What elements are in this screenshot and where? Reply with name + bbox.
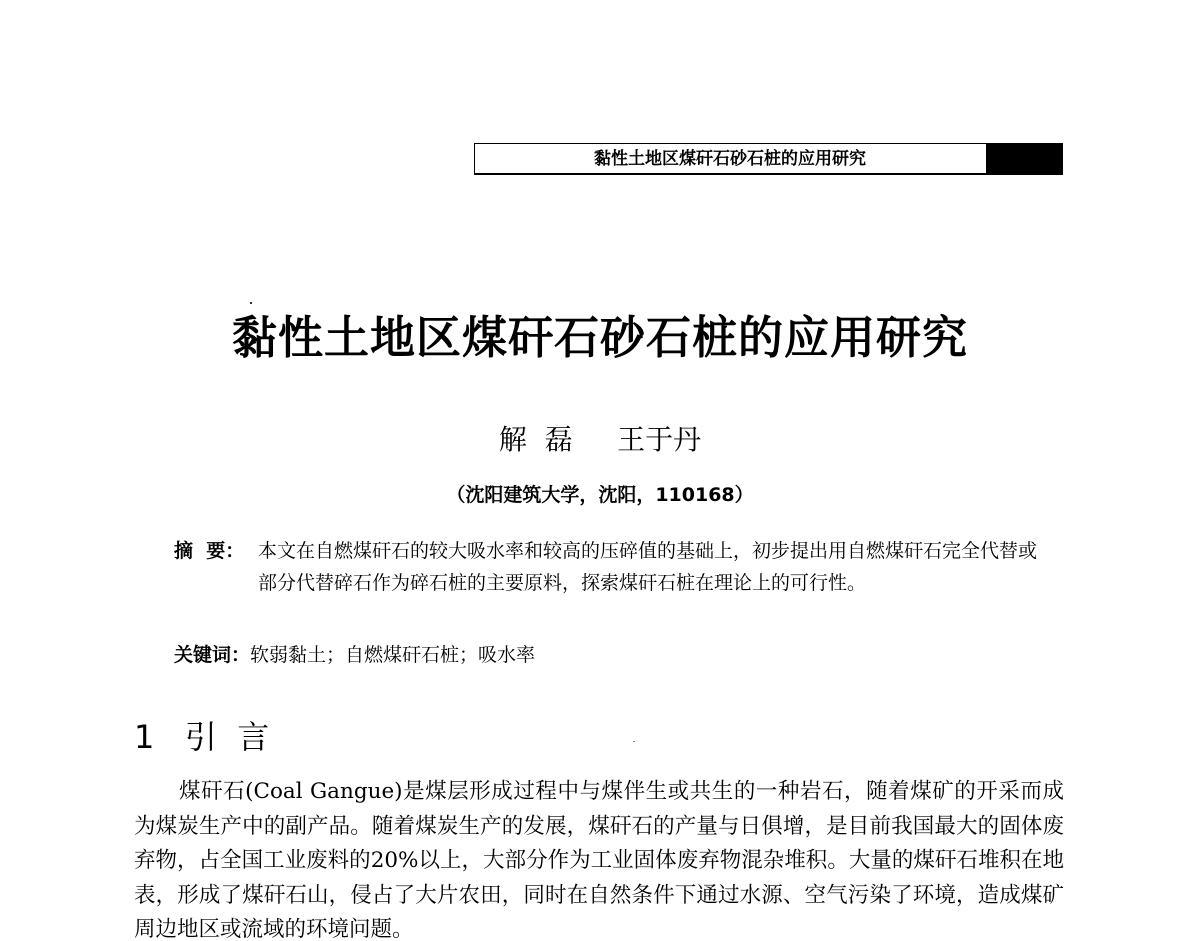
section-number: 1 bbox=[134, 718, 155, 756]
body-paragraph: 煤矸石(Coal Gangue)是煤层形成过程中与煤伴生或共生的一种岩石，随着煤矿的开采而成为煤炭生产中的副产品。随着煤炭生产的发展，煤矸石的产量与日俱增，是目前我国最大的固体废弃物，占全国工业废料的20%以上，大部分作为工业固体废弃物混杂堆积。大量的煤矸石堆积在地表，形成了煤矸石山，侵占了大片农田，同时在自然条件下通过水源、空气污染了环境，造成煤矿周边地区或流域的环境问题。 bbox=[134, 779, 1064, 941]
scan-speck bbox=[250, 302, 252, 304]
scan-speck-2 bbox=[633, 741, 635, 742]
keywords-label: 关键词： bbox=[174, 644, 251, 666]
section-title: 引 言 bbox=[184, 718, 270, 756]
keywords-text: 软弱黏土；自燃煤矸石桩；吸水率 bbox=[250, 644, 536, 666]
paper-title: 黏性土地区煤矸石砂石桩的应用研究 bbox=[231, 311, 968, 364]
abstract-label: 摘 要： bbox=[174, 540, 245, 562]
running-header-black-block bbox=[986, 144, 1063, 175]
abstract-text: 本文在自燃煤矸石的较大吸水率和较高的压碎值的基础上，初步提出用自燃煤矸石完全代替或部分代替碎石作为碎石桩的主要原料，探索煤矸石桩在理论上的可行性。 bbox=[258, 540, 1038, 594]
authors: 解 磊 王于丹 bbox=[498, 423, 702, 456]
keywords bbox=[174, 640, 535, 670]
affiliation: （沈阳建筑大学，沈阳，110168） bbox=[446, 484, 754, 506]
running-header bbox=[474, 143, 1063, 175]
running-header-title: 黏性土地区煤矸石砂石桩的应用研究 bbox=[594, 149, 866, 169]
section-heading bbox=[134, 714, 269, 760]
